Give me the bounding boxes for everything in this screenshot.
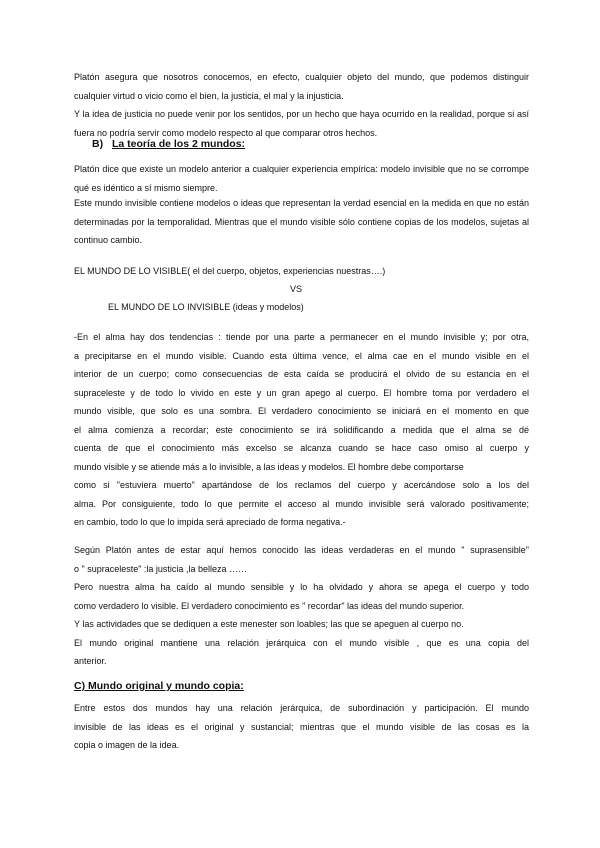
soul-line: mundo visible y se atiende más a lo invisible, a las ideas y modelos. El hombre debe comportarse (74, 461, 464, 472)
section-c-line: invisible de las ideas es el original y sustancial; mientras que el mundo visible de las cosas es la (74, 721, 529, 732)
soul-line: mundo visible, que solo es una sombra. El verdadero conocimiento se iniciará en el momento en que (74, 406, 529, 416)
plato-ideas-line: como verdadero lo visible. El verdadero conocimiento es " recordar" las ideas del mundo superior. (74, 600, 465, 611)
section-b-paragraph-2: Este mundo invisible contiene modelos o ideas que representan la verdad esencial en la medida en que no están determinadas por la temporalidad. Mientras que el mundo visible sólo contiene copias de los modelos, sujetas al continuo cambio. (74, 198, 529, 245)
intro-paragraph-1: Platón asegura que nosotros conocemos, en efecto, cualquier objeto del mundo, que podemos distinguir cualquier virtud o vicio como el bien, la justicia, el mal y la injusticia. (74, 72, 529, 101)
section-c-title: C) Mundo original y mundo copia: (74, 680, 244, 692)
soul-line: como si "estuviera muerto" apartándose de los reclamos del cuerpo y acercándose solo a los del (74, 480, 529, 490)
soul-line: -En el alma hay dos tendencias : tiende por una parte a permanecer en el mundo invisible y; por otra, (74, 332, 529, 342)
soul-line: cuenta de que el conocimiento más excelso se alcanza cuando se hace caso omiso al cuerpo y (74, 443, 529, 453)
section-b-paragraph-1: Platón dice que existe un modelo anterior a cualquier experiencia empírica: modelo invisible que no se corrompe qué es idéntico a sí mismo siempre. (74, 164, 529, 193)
soul-line: el alma comienza a recordar; este conocimiento se irá solidificando a medida que el alma se dé (74, 424, 529, 435)
plato-ideas-line: El mundo original mantiene una relación jerárquica con el mundo visible , que es una copia del (74, 637, 529, 648)
plato-ideas-line: Pero nuestra alma ha caído al mundo sensible y lo ha olvidado y ahora se apega el cuerpo y todo (74, 582, 529, 592)
section-c-heading (74, 680, 244, 692)
soul-line: en cambio, todo lo que lo impida será apreciado de forma negativa.- (74, 517, 346, 527)
soul-line: a precipitarse en el mundo visible. Cuando esta última vence, el alma cae en el mundo visible en el (74, 350, 529, 361)
visible-world-line: EL MUNDO DE LO VISIBLE( el del cuerpo, objetos, experiencias nuestras….) (74, 266, 386, 276)
plato-ideas-line: Y las actividades que se dediquen a este menester son loables; las que se apeguen al cuerpo no. (74, 619, 464, 629)
plato-ideas-line: anterior. (74, 656, 107, 666)
section-c-line: Entre estos dos mundos hay una relación jerárquica, de subordinación y participación. El mundo (74, 703, 529, 713)
soul-line: alma. Por consiguiente, todo lo que permite el acceso al mundo invisible será valorado positivamente; (74, 498, 529, 509)
soul-paragraph (74, 328, 529, 532)
section-b-title: La teoría de los 2 mundos: (112, 138, 246, 150)
section-b-label: B) (92, 138, 104, 150)
section-c-line: copia o imagen de la idea. (74, 740, 180, 750)
invisible-world-line: EL MUNDO DE LO INVISIBLE (ideas y modelos) (108, 302, 304, 312)
versus-label: VS (290, 284, 303, 294)
plato-ideas-paragraph (74, 541, 529, 671)
soul-line: supraceleste y de todo lo vivido en este y un gran apego al cuerpo. El hombre toma por verdadero el (74, 387, 529, 398)
section-b-heading (92, 138, 245, 150)
intro-paragraph-2: Y la idea de justicia no puede venir por los sentidos, por un hecho que haya ocurrido en la realidad, porque si así fuera no podría servir como modelo respecto al que comparar otros hechos. (74, 109, 529, 138)
soul-line: interior de un cuerpo; como consecuencias de esta caída se producirá el olvido de su estancia en el (74, 369, 529, 379)
plato-ideas-line: Según Platón antes de estar aquí hemos conocido las ideas verdaderas en el mundo " suprasensible" (74, 545, 529, 555)
plato-ideas-line: o " supraceleste" :la justicia ,la belleza …… (74, 563, 247, 574)
section-c-paragraph (74, 699, 529, 755)
